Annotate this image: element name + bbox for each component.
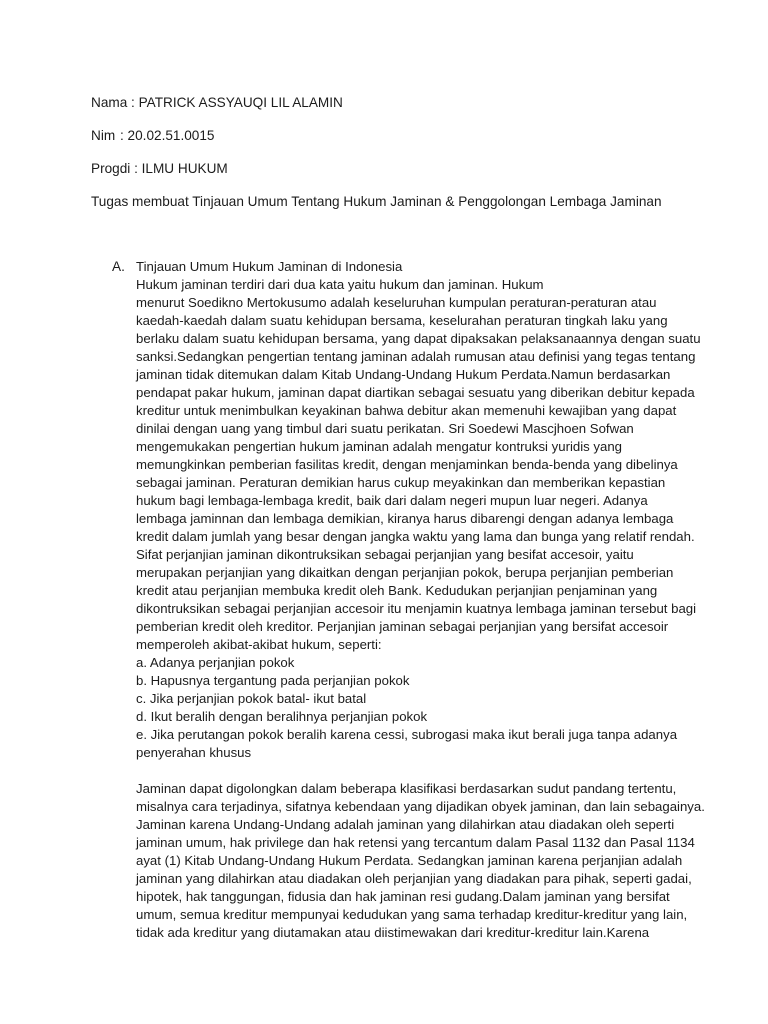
text-line: umum, semua kreditur mempunyai kedudukan yang sama terhadap kreditur-kreditur yang lain, — [136, 907, 688, 922]
text-line: kredit dalam jumlah yang besar dengan jangka waktu yang lama dan bunga yang relatif rendah. — [136, 529, 695, 544]
text-line: d. Ikut beralih dengan beralihnya perjanjian pokok — [136, 709, 428, 724]
text-line: pendapat pakar hukum, jaminan dapat diartikan sebagai sesuatu yang diberikan debitur kepada — [136, 385, 695, 400]
text-line: misalnya cara terjadinya, sifatnya kebendaan yang dijadikan obyek jaminan, dan lain sebagainya. — [136, 799, 705, 814]
text-line: jaminan umum, hak privilege dan hak retensi yang tercantum dalam Pasal 1132 dan Pasal 1134 — [136, 835, 695, 850]
student-name: Nama : PATRICK ASSYAUQI LIL ALAMIN — [91, 95, 343, 110]
section-title: Tinjauan Umum Hukum Jaminan di Indonesia — [136, 259, 403, 274]
text-line: ayat (1) Kitab Undang-Undang Hukum Perdata. Sedangkan jaminan karena perjanjian adalah — [136, 853, 683, 868]
assignment-title: Tugas membuat Tinjauan Umum Tentang Hukum Jaminan & Penggolongan Lembaga Jaminan — [91, 194, 662, 209]
text-line: e. Jika perutangan pokok beralih karena cessi, subrogasi maka ikut berali juga tanpa adanya — [136, 727, 678, 742]
text-line: mengemukakan pengertian hukum jaminan adalah mengatur kontruksi yuridis yang — [136, 439, 623, 454]
text-line: b. Hapusnya tergantung pada perjanjian pokok — [136, 673, 410, 688]
text-line: memperoleh akibat-akibat hukum, seperti: — [136, 637, 382, 652]
text-line: hipotek, hak tanggungan, fidusia dan hak jaminan resi gudang.Dalam jaminan yang bersifat — [136, 889, 670, 904]
text-line: sebagai jaminan. Peraturan demikian harus cukup meyakinkan dan memberikan kepastian — [136, 475, 666, 490]
nim-label: Nim — [91, 128, 116, 143]
text-line: kreditur untuk menimbulkan keyakinan bahwa debitur akan memenuhi kewajiban yang dapat — [136, 403, 677, 418]
text-line: jaminan tidak ditemukan dalam Kitab Undang-Undang Hukum Perdata.Namun berdasarkan — [136, 367, 671, 382]
section-marker: A. — [112, 259, 125, 274]
text-line: lembaga jaminnan dan lembaga demikian, kiranya harus dibarengi dengan adanya lembaga — [136, 511, 674, 526]
text-line: pemberian kredit oleh kreditor. Perjanjian jaminan sebagai perjanjian yang bersifat accesoir — [136, 619, 669, 634]
paragraph-2 — [136, 780, 706, 942]
text-line: sanksi.Sedangkan pengertian tentang jaminan adalah rumusan atau definisi yang tegas tentang — [136, 349, 696, 364]
section-body — [136, 258, 706, 942]
text-line: a. Adanya perjanjian pokok — [136, 655, 295, 670]
text-line: Jaminan dapat digolongkan dalam beberapa klasifikasi berdasarkan sudut pandang tertentu, — [136, 781, 677, 796]
text-line: merupakan perjanjian yang dikaitkan dengan perjanjian pokok, berupa perjanjian pemberian — [136, 565, 674, 580]
text-line: penyerahan khusus — [136, 745, 252, 760]
text-line: kredit atau perjanjian membuka kredit oleh Bank. Kedudukan perjanjian penjaminan yang — [136, 583, 658, 598]
nim-value: : 20.02.51.0015 — [120, 128, 215, 143]
text-line: Sifat perjanjian jaminan dikontruksikan sebagai perjanjian yang besifat accesoir, yaitu — [136, 547, 634, 562]
paragraph-gap — [136, 762, 706, 780]
student-nim — [91, 127, 215, 145]
text-line: dinilai dengan uang yang timbul dari suatu perikatan. Sri Soedewi Mascjhoen Sofwan — [136, 421, 634, 436]
text-line: memungkinkan pemberian fasilitas kredit, dengan menjaminkan benda-benda yang dibelinya — [136, 457, 678, 472]
text-line: c. Jika perjanjian pokok batal- ikut batal — [136, 691, 367, 706]
text-line: jaminan yang dilahirkan atau diadakan oleh perjanjian yang diadakan para pihak, seperti gadai, — [136, 871, 692, 886]
text-line: berlaku dalam suatu kehidupan bersama, yang dapat dipaksakan pelaksanaannya dengan suatu — [136, 331, 701, 346]
text-line: Jaminan karena Undang-Undang adalah jaminan yang dilahirkan atau diadakan oleh seperti — [136, 817, 675, 832]
text-line: kaedah-kaedah dalam suatu kehidupan bersama, keselurahan peraturan tingkah laku yang — [136, 313, 668, 328]
text-line: hukum bagi lembaga-lembaga kredit, baik dari dalam negeri mupun luar negeri. Adanya — [136, 493, 648, 508]
text-line: menurut Soedikno Mertokusumo adalah keseluruhan kumpulan peraturan-peraturan atau — [136, 295, 657, 310]
text-line: dikontruksikan sebagai perjanjian accesoir itu menjamin kuatnya lembaga jaminan tersebut bagi — [136, 601, 697, 616]
paragraph-1 — [136, 276, 706, 762]
text-line: tidak ada kreditur yang diutamakan atau diistimewakan dari kreditur-kreditur lain.Karena — [136, 925, 650, 940]
text-line: Hukum jaminan terdiri dari dua kata yaitu hukum dan jaminan. Hukum — [136, 277, 544, 292]
study-program: Progdi : ILMU HUKUM — [91, 161, 228, 176]
